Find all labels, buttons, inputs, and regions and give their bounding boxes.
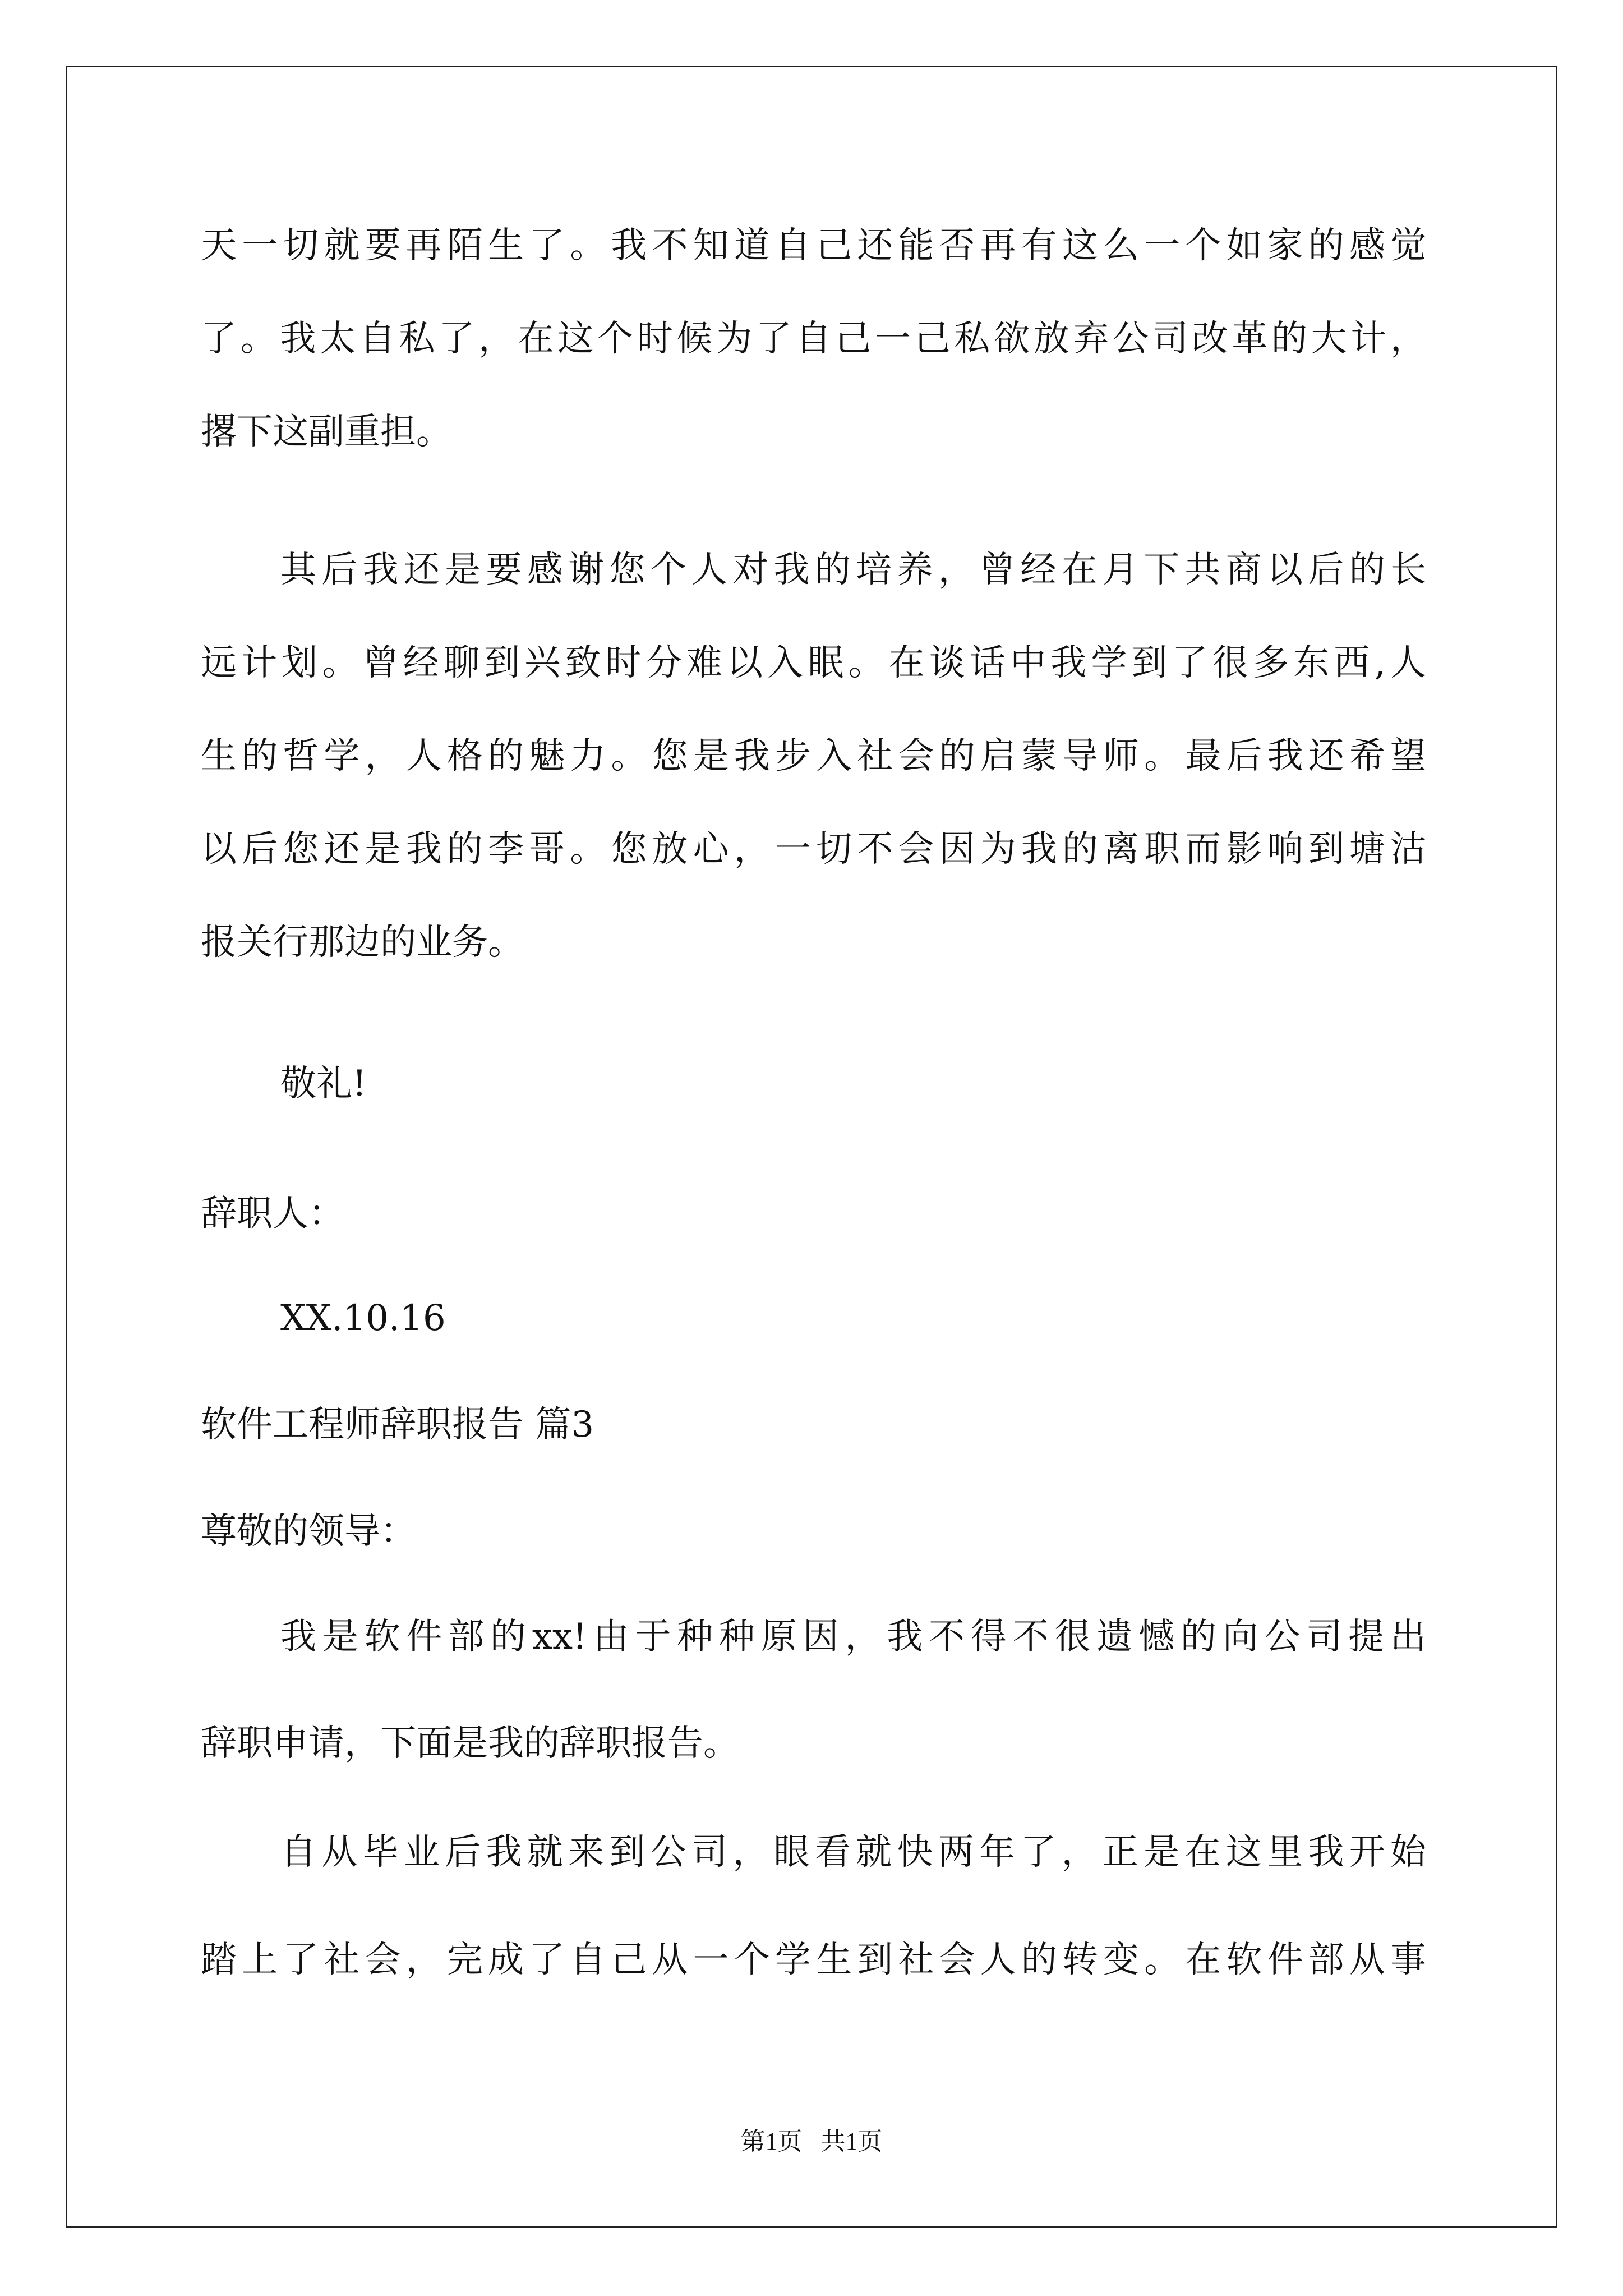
body-text-line: 天一切就要再陌生了。我不知道自己还能否再有这么一个如家的感觉	[201, 225, 1426, 266]
page-border	[66, 66, 1557, 2228]
body-text-line: 生的哲学，人格的魅力。您是我步入社会的启蒙导师。最后我还希望	[201, 735, 1426, 777]
body-text-line: 撂下这副重担。	[201, 411, 452, 453]
body-text-line: 远计划。曾经聊到兴致时分难以入眠。在谈话中我学到了很多东西,人	[201, 642, 1426, 684]
salutation-closing: 敬礼!	[280, 1063, 367, 1105]
signature-label: 辞职人：	[201, 1193, 344, 1235]
body-text-line: 其后我还是要感谢您个人对我的培养，曾经在月下共商以后的长	[280, 549, 1426, 591]
body-text-line: 以后您还是我的李哥。您放心，一切不会因为我的离职而影响到塘沽	[201, 829, 1426, 870]
page-number-footer: 第1页 共1页	[740, 2128, 883, 2155]
body-text-line: 我是软件部的xx!由于种种原因，我不得不很遗憾的向公司提出	[280, 1616, 1426, 1658]
body-text-line: 了。我太自私了，在这个时候为了自己一己私欲放弃公司改革的大计，	[201, 318, 1426, 360]
signature-date: XX.10.16	[280, 1297, 446, 1339]
body-text-line: 自从毕业后我就来到公司，眼看就快两年了，正是在这里我开始	[280, 1832, 1426, 1873]
letter-greeting: 尊敬的领导：	[201, 1511, 416, 1552]
section-heading: 软件工程师辞职报告 篇3	[201, 1404, 594, 1446]
body-text-line: 辞职申请，下面是我的辞职报告。	[201, 1723, 739, 1764]
body-text-line: 踏上了社会，完成了自己从一个学生到社会人的转变。在软件部从事	[201, 1939, 1426, 1981]
body-text-line: 报关行那边的业务。	[201, 922, 524, 963]
